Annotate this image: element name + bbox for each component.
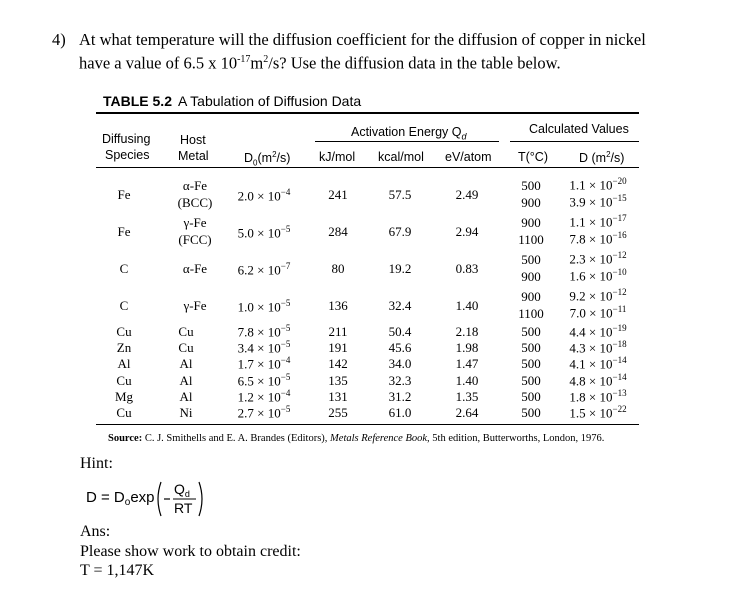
right-paren (199, 482, 202, 516)
cell-kcal-mol: 50.4 (388, 324, 412, 339)
cell-kj-mol: 80 (331, 261, 345, 276)
answer-block (80, 522, 301, 581)
cell-d-1: $1.1 \times 10^{-20}$ (569, 176, 627, 193)
cell-kj-mol: 255 (328, 405, 348, 420)
question-line-2-prefix: have a value of 6.5 x 10 (79, 53, 238, 73)
cell-d: $4.4 \times 10^{-19}$ (569, 323, 627, 340)
cell-kj-mol: 142 (328, 356, 348, 372)
cell-ev-atom: 2.94 (455, 224, 479, 239)
header-ev-atom: eV/atom (445, 150, 492, 164)
cell-kj-mol: 136 (328, 298, 348, 313)
table-bottom-rule (96, 424, 639, 425)
formula-graphic (86, 477, 226, 521)
table-top-rule (96, 112, 639, 114)
cell-host-structure: (BCC) (177, 195, 213, 210)
cell-d-2: $7.8 \times 10^{-16}$ (569, 230, 627, 247)
question-line-2-suffix: /s? Use the diffusion data in the table below. (268, 53, 561, 73)
cell-kcal-mol: 31.2 (388, 388, 412, 404)
cell-kj-mol: 191 (328, 340, 348, 356)
header-host: Host (180, 133, 206, 147)
cell-temperature-1: 900 (521, 289, 541, 304)
cell-temperature: 500 (521, 324, 541, 339)
cell-species: Fe (117, 224, 131, 239)
cell-temperature: 500 (521, 340, 541, 356)
hint-formula (86, 477, 226, 525)
table-label: TABLE 5.2 (103, 93, 172, 109)
cell-ev-atom: 2.64 (455, 405, 479, 420)
cell-species: Cu (116, 324, 132, 339)
cell-d0: $7.8 \times 10^{-5}$ (237, 323, 291, 340)
cell-ev-atom: 2.18 (455, 324, 479, 339)
cell-host: Ni (179, 405, 193, 420)
table-caption: A Tabulation of Diffusion Data (177, 93, 362, 109)
header-calculated-values: Calculated Values (529, 122, 629, 136)
header-kcal-mol: kcal/mol (378, 150, 424, 164)
cell-temperature-2: 1100 (518, 306, 544, 321)
cell-temperature-2: 900 (521, 195, 541, 210)
formula-denominator: RT (174, 500, 193, 516)
cell-d-2: $3.9 \times 10^{-15}$ (569, 193, 627, 210)
cell-d-2: $7.0 \times 10^{-11}$ (569, 304, 627, 321)
header-d: D $(m^2/s)$ (579, 150, 625, 166)
header-kj-mol: kJ/mol (319, 150, 356, 164)
answer-label: Ans: (80, 523, 111, 540)
hint-label: Hint: (80, 455, 113, 472)
cell-host-structure: (FCC) (178, 232, 212, 247)
cell-kcal-mol: 32.4 (388, 298, 412, 313)
cell-d: $4.1 \times 10^{-14}$ (569, 355, 627, 372)
cell-kcal-mol: 19.2 (388, 261, 412, 276)
cell-ev-atom: 1.47 (455, 356, 479, 372)
question-line-2 (79, 50, 561, 73)
left-paren (158, 482, 161, 516)
cell-d0: $3.4 \times 10^{-5}$ (237, 339, 291, 356)
cell-ev-atom: 1.40 (455, 372, 479, 388)
cell-ev-atom: 1.98 (455, 340, 479, 356)
table-source: Source: C. J. Smithells and E. A. Brandes (Editors), Metals Reference Book, 5th edition, Butterworths, London, 1976. (108, 433, 605, 444)
cell-ev-atom: 2.49 (455, 187, 479, 202)
cell-kcal-mol: 57.5 (388, 187, 412, 202)
cell-kcal-mol: 61.0 (388, 405, 412, 420)
cell-host: γ-Fe (183, 215, 207, 230)
cell-host: Al (179, 372, 193, 388)
cell-temperature: 500 (521, 405, 541, 420)
cell-species: Mg (114, 388, 134, 404)
header-species: Species (105, 148, 150, 162)
cell-host: Cu (178, 324, 194, 339)
cell-temperature: 500 (521, 356, 541, 372)
cell-species: Al (117, 356, 131, 372)
cell-d0: $5.0 \times 10^{-5}$ (237, 224, 291, 241)
cell-temperature: 500 (521, 388, 541, 404)
cell-d0: $1.0 \times 10^{-5}$ (237, 298, 291, 315)
cell-d0: $6.5 \times 10^{-5}$ (237, 371, 291, 388)
cell-temperature-1: 500 (521, 178, 541, 193)
header-bottom-rule (96, 167, 639, 168)
cell-kj-mol: 211 (328, 324, 348, 339)
cell-host: γ-Fe (183, 298, 207, 313)
cell-ev-atom: 0.83 (455, 261, 479, 276)
cell-host: α-Fe (182, 261, 208, 276)
cell-host: Cu (178, 340, 194, 356)
formula-lhs: $D = D_o\exp$ (86, 489, 155, 508)
cell-kcal-mol: 67.9 (388, 224, 412, 239)
question-unit-exponent: 2 (263, 54, 269, 65)
cell-kcal-mol: 34.0 (388, 356, 412, 372)
cell-kcal-mol: 32.3 (388, 372, 412, 388)
cell-kj-mol: 241 (328, 187, 348, 202)
question-unit: m (250, 53, 264, 73)
header-temperature: T(°C) (518, 150, 548, 164)
cell-temperature-1: 900 (521, 215, 541, 230)
cell-ev-atom: 1.40 (455, 298, 479, 313)
cell-d0: $1.2 \times 10^{-4}$ (237, 387, 291, 405)
cell-temperature: 500 (521, 372, 541, 388)
cell-d: $1.5 \times 10^{-22}$ (569, 404, 627, 421)
cell-species: Fe (117, 187, 131, 202)
cell-d0: $2.0 \times 10^{-4}$ (237, 187, 291, 204)
cell-kj-mol: 284 (328, 224, 348, 239)
cell-d0: $1.7 \times 10^{-4}$ (237, 355, 291, 372)
table-title (103, 93, 361, 109)
cell-ev-atom: 1.35 (455, 388, 479, 404)
question-number: 4) (52, 30, 66, 49)
cell-d: $4.8 \times 10^{-14}$ (569, 371, 627, 388)
cell-temperature-2: 900 (521, 269, 541, 284)
cell-host: Al (179, 356, 193, 372)
cell-d0: $2.7 \times 10^{-5}$ (237, 404, 291, 421)
cell-d-1: $9.2 \times 10^{-12}$ (569, 287, 627, 304)
cell-d: $4.3 \times 10^{-18}$ (569, 339, 627, 356)
question-exponent: -17 (237, 54, 251, 65)
answer-value: T = 1,147K (80, 562, 155, 579)
header-d0: $D_0(m^2/s)$ (244, 150, 291, 168)
cell-host: α-Fe (182, 178, 208, 193)
header-diffusing: Diffusing (102, 132, 151, 146)
cell-species: Cu (116, 372, 132, 388)
cell-d: $1.8 \times 10^{-13}$ (569, 387, 627, 405)
cell-species: Cu (116, 405, 132, 420)
cell-d0: $6.2 \times 10^{-7}$ (237, 261, 291, 278)
header-metal: Metal (178, 149, 209, 163)
cell-species: C (119, 261, 129, 276)
cell-d-1: $1.1 \times 10^{-17}$ (569, 213, 627, 230)
cell-species: C (119, 298, 129, 313)
question-line-1: At what temperature will the diffusion coefficient for the diffusion of copper in nickel (79, 30, 646, 49)
cell-d-2: $1.6 \times 10^{-10}$ (569, 267, 627, 284)
cell-d-1: $2.3 \times 10^{-12}$ (569, 250, 627, 267)
cell-kj-mol: 135 (328, 372, 348, 388)
cell-temperature-2: 1100 (518, 232, 544, 247)
cell-kj-mol: 131 (328, 388, 348, 404)
formula-numerator: $Q_d$ (174, 481, 190, 499)
header-activation-energy: Activation Energy $Q_d$ (351, 125, 467, 142)
cell-host: Al (179, 388, 193, 404)
cell-kcal-mol: 45.6 (388, 340, 412, 356)
answer-instruction: Please show work to obtain credit: (80, 542, 301, 560)
cell-temperature-1: 500 (521, 252, 541, 267)
cell-species: Zn (116, 340, 132, 356)
calculated-group-rule (510, 141, 639, 142)
